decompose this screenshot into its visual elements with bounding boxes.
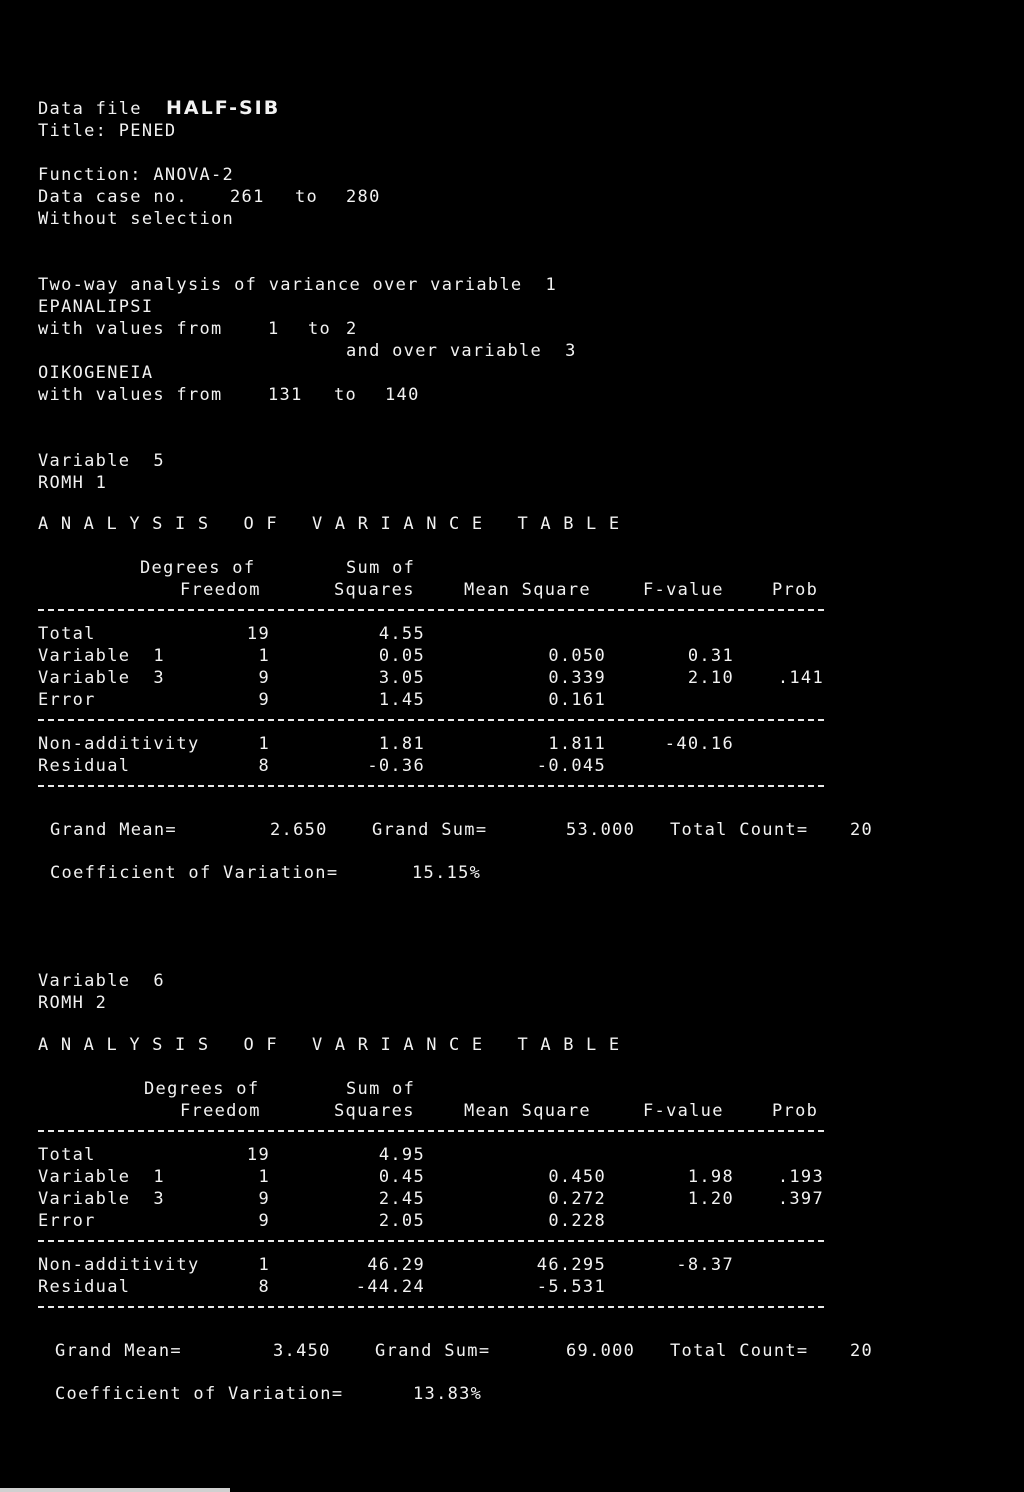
case-from: 261 — [230, 187, 265, 207]
table-title: ANALYSIS OF VARIANCE TABLE — [38, 1035, 632, 1055]
table-title: ANALYSIS OF VARIANCE TABLE — [38, 514, 632, 534]
data-file-label: Data file — [38, 99, 142, 119]
row-ms: 0.450 — [548, 1167, 606, 1187]
grand-sum-label: Grand Sum= — [375, 1341, 491, 1361]
row-ss: -0.36 — [367, 756, 425, 776]
col-ss-bottom: Squares — [334, 580, 415, 600]
row-df: 1 — [258, 646, 270, 666]
data-file-name: HALF-SIB — [166, 97, 281, 119]
factor1-range-to: 2 — [346, 319, 358, 339]
row-ms: 0.272 — [548, 1189, 606, 1209]
row-f: 0.31 — [687, 646, 734, 666]
function-line: Function: ANOVA-2 — [38, 165, 235, 185]
row-f: -8.37 — [676, 1255, 734, 1275]
row-df: 8 — [258, 1277, 270, 1297]
divider — [38, 609, 824, 611]
variable-name: ROMH 2 — [38, 993, 108, 1013]
row-source: Total — [38, 1145, 96, 1165]
grand-mean-value: 3.450 — [273, 1341, 331, 1361]
row-ss: 0.45 — [378, 1167, 425, 1187]
col-f: F-value — [643, 580, 724, 600]
row-f: 2.10 — [687, 668, 734, 688]
row-df: 1 — [258, 734, 270, 754]
case-to: 280 — [346, 187, 381, 207]
grand-mean-value: 2.650 — [270, 820, 328, 840]
row-p: .193 — [777, 1167, 824, 1187]
divider — [38, 1130, 824, 1132]
row-source: Variable 1 — [38, 646, 165, 666]
row-ms: 1.811 — [548, 734, 606, 754]
divider — [38, 719, 824, 721]
factor1-name: EPANALIPSI — [38, 297, 154, 317]
col-p: Prob — [772, 580, 819, 600]
divider — [38, 1306, 824, 1308]
row-df: 1 — [258, 1255, 270, 1275]
variable-label: Variable 6 — [38, 971, 165, 991]
analysis-description: Two-way analysis of variance over variable 1 — [38, 275, 558, 295]
divider — [38, 785, 824, 787]
factor1-range-label: with values from — [38, 319, 223, 339]
row-ms: 0.339 — [548, 668, 606, 688]
col-df-bottom: Freedom — [180, 1101, 261, 1121]
row-source: Residual — [38, 1277, 131, 1297]
row-df: 19 — [246, 624, 270, 644]
col-f: F-value — [643, 1101, 724, 1121]
grand-sum-value: 69.000 — [566, 1341, 636, 1361]
factor2-range-from: 131 — [268, 385, 303, 405]
row-source: Non-additivity — [38, 1255, 200, 1275]
col-df-top: Degrees of — [144, 1079, 260, 1099]
row-df: 8 — [258, 756, 270, 776]
row-ms: -5.531 — [536, 1277, 606, 1297]
case-label: Data case no. — [38, 187, 188, 207]
row-ss: 3.05 — [378, 668, 425, 688]
row-ss: 4.55 — [378, 624, 425, 644]
row-df: 1 — [258, 1167, 270, 1187]
factor1-range-to-word: to — [308, 319, 332, 339]
factor1-range-from: 1 — [268, 319, 280, 339]
case-to-word: to — [295, 187, 319, 207]
selection-line: Without selection — [38, 209, 235, 229]
variable-label: Variable 5 — [38, 451, 165, 471]
col-p: Prob — [772, 1101, 819, 1121]
row-ss: 2.05 — [378, 1211, 425, 1231]
row-ms: 0.228 — [548, 1211, 606, 1231]
col-df-bottom: Freedom — [180, 580, 261, 600]
row-ss: -44.24 — [355, 1277, 425, 1297]
row-source: Non-additivity — [38, 734, 200, 754]
row-ms: 0.161 — [548, 690, 606, 710]
factor2-name: OIKOGENEIA — [38, 363, 154, 383]
row-df: 9 — [258, 1189, 270, 1209]
row-ss: 1.45 — [378, 690, 425, 710]
row-source: Variable 1 — [38, 1167, 165, 1187]
divider — [38, 1240, 824, 1242]
title-line: Title: PENED — [38, 121, 177, 141]
col-ss-bottom: Squares — [334, 1101, 415, 1121]
cv-label: Coefficient of Variation= — [55, 1384, 344, 1404]
row-f: 1.98 — [687, 1167, 734, 1187]
row-ss: 4.95 — [378, 1145, 425, 1165]
cv-value: 15.15% — [412, 863, 482, 883]
cv-label: Coefficient of Variation= — [50, 863, 339, 883]
col-ss-top: Sum of — [346, 558, 416, 578]
row-df: 9 — [258, 690, 270, 710]
row-df: 19 — [246, 1145, 270, 1165]
factor2-range-label: with values from — [38, 385, 223, 405]
total-count-value: 20 — [850, 820, 874, 840]
row-source: Residual — [38, 756, 131, 776]
row-source: Total — [38, 624, 96, 644]
grand-mean-label: Grand Mean= — [55, 1341, 182, 1361]
row-ss: 2.45 — [378, 1189, 425, 1209]
factor2-range-to: 140 — [385, 385, 420, 405]
cv-value: 13.83% — [413, 1384, 483, 1404]
row-ss: 0.05 — [378, 646, 425, 666]
row-ms: -0.045 — [536, 756, 606, 776]
factor2-description: and over variable 3 — [346, 341, 577, 361]
grand-mean-label: Grand Mean= — [50, 820, 177, 840]
col-ss-top: Sum of — [346, 1079, 416, 1099]
row-source: Variable 3 — [38, 1189, 165, 1209]
total-count-value: 20 — [850, 1341, 874, 1361]
col-ms: Mean Square — [464, 1101, 591, 1121]
variable-name: ROMH 1 — [38, 473, 108, 493]
row-ms: 0.050 — [548, 646, 606, 666]
grand-sum-value: 53.000 — [566, 820, 636, 840]
col-df-top: Degrees of — [140, 558, 256, 578]
grand-sum-label: Grand Sum= — [372, 820, 488, 840]
row-p: .397 — [777, 1189, 824, 1209]
row-p: .141 — [777, 668, 824, 688]
row-f: 1.20 — [687, 1189, 734, 1209]
row-source: Error — [38, 1211, 96, 1231]
total-count-label: Total Count= — [670, 1341, 809, 1361]
page-edge-line — [0, 1488, 230, 1492]
row-f: -40.16 — [664, 734, 734, 754]
row-source: Error — [38, 690, 96, 710]
total-count-label: Total Count= — [670, 820, 809, 840]
row-df: 9 — [258, 1211, 270, 1231]
row-source: Variable 3 — [38, 668, 165, 688]
col-ms: Mean Square — [464, 580, 591, 600]
row-ss: 46.29 — [367, 1255, 425, 1275]
factor2-range-to-word: to — [334, 385, 358, 405]
row-df: 9 — [258, 668, 270, 688]
row-ms: 46.295 — [536, 1255, 606, 1275]
row-ss: 1.81 — [378, 734, 425, 754]
